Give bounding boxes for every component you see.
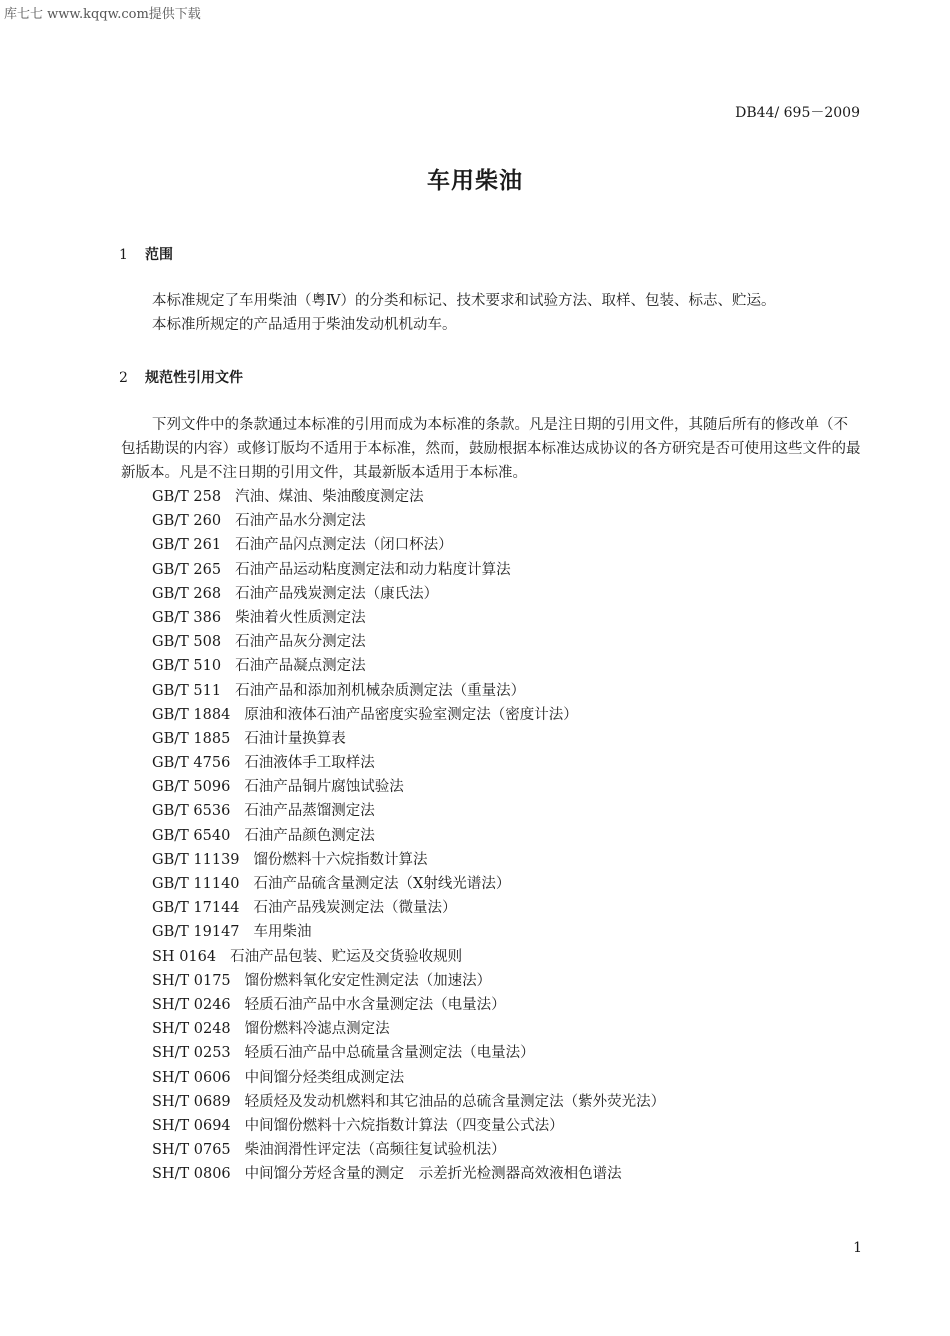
reference-item <box>152 679 665 703</box>
reference-title: 石油产品运动粘度测定法和动力粘度计算法 <box>235 561 511 578</box>
reference-code: SH 0164 <box>152 948 217 965</box>
reference-item <box>152 1041 665 1065</box>
reference-item <box>152 630 665 654</box>
reference-code: GB/T 386 <box>152 609 222 626</box>
section-heading-scope <box>119 244 173 264</box>
reference-code: GB/T 261 <box>152 537 222 554</box>
reference-item <box>152 993 665 1017</box>
reference-title: 石油产品灰分测定法 <box>235 634 366 651</box>
reference-title: 石油产品凝点测定法 <box>235 658 366 675</box>
reference-code: GB/T 508 <box>152 634 222 651</box>
reference-code: GB/T 510 <box>152 658 222 675</box>
reference-item <box>152 654 665 678</box>
references-intro <box>121 413 861 485</box>
reference-title: 石油产品闪点测定法（闭口杯法） <box>235 537 453 554</box>
reference-list <box>152 485 665 1186</box>
reference-code: GB/T 511 <box>152 682 222 699</box>
reference-code: SH/T 0765 <box>152 1142 231 1159</box>
standard-code: DB44/ 695－2009 <box>735 105 860 121</box>
reference-code: SH/T 0806 <box>152 1166 231 1183</box>
section-number: 1 <box>119 247 128 263</box>
paragraph: 下列文件中的条款通过本标准的引用而成为本标准的条款。凡是注日期的引用文件，其随后所有的修改单（不包括勘误的内容）或修订版均不适用于本标准，然而，鼓励根据本标准达成协议的各方研究是否可使用这些文件的最新版本。凡是不注日期的引用文件，其最新版本适用于本标准。 <box>121 417 861 481</box>
reference-title: 石油产品铜片腐蚀试验法 <box>244 779 404 796</box>
reference-code: GB/T 265 <box>152 561 222 578</box>
reference-code: GB/T 5096 <box>152 779 231 796</box>
reference-title: 车用柴油 <box>253 924 312 941</box>
reference-title: 中间馏分烃类组成测定法 <box>244 1069 405 1086</box>
reference-item <box>152 1162 665 1186</box>
reference-item <box>152 582 665 606</box>
reference-code: SH/T 0606 <box>152 1069 231 1086</box>
reference-code: GB/T 6540 <box>152 827 231 844</box>
reference-title: 石油产品水分测定法 <box>235 513 366 530</box>
reference-title: 轻质石油产品中水含量测定法（电量法） <box>244 996 506 1013</box>
reference-item <box>152 872 665 896</box>
reference-title: 石油产品和添加剂机械杂质测定法（重量法） <box>235 682 526 699</box>
section-number: 2 <box>119 370 128 386</box>
reference-title: 柴油润滑性评定法（高频往复试验机法） <box>244 1142 506 1159</box>
reference-code: GB/T 258 <box>152 489 222 505</box>
reference-item <box>152 606 665 630</box>
reference-title: 石油液体手工取样法 <box>244 755 375 772</box>
reference-title: 中间馏份燃料十六烷指数计算法（四变量公式法） <box>244 1117 564 1134</box>
reference-title: 石油产品残炭测定法（康氏法） <box>235 585 439 602</box>
reference-title: 馏份燃料冷滤点测定法 <box>244 1021 390 1038</box>
reference-code: GB/T 268 <box>152 585 222 602</box>
reference-item <box>152 509 665 533</box>
reference-title: 石油产品残炭测定法（微量法） <box>253 900 457 917</box>
reference-code: GB/T 4756 <box>152 755 231 772</box>
reference-title: 馏份燃料氧化安定性测定法（加速法） <box>244 972 492 989</box>
reference-code: SH/T 0694 <box>152 1117 231 1134</box>
reference-title: 原油和液体石油产品密度实验室测定法（密度计法） <box>244 706 578 723</box>
reference-code: GB/T 11140 <box>152 876 240 892</box>
reference-code: GB/T 1884 <box>152 706 231 723</box>
reference-item <box>152 775 665 799</box>
download-watermark: 库七七 www.kqqw.com提供下载 <box>4 7 201 22</box>
reference-code: GB/T 6536 <box>152 803 231 820</box>
scope-body <box>121 289 861 337</box>
reference-code: SH/T 0246 <box>152 996 231 1013</box>
reference-title: 汽油、煤油、柴油酸度测定法 <box>235 489 424 505</box>
reference-title: 柴油着火性质测定法 <box>235 609 366 626</box>
reference-title: 中间馏分芳烃含量的测定 示差折光检测器高效液相色谱法 <box>244 1166 622 1183</box>
reference-title: 石油产品颜色测定法 <box>244 827 375 844</box>
reference-item <box>152 1138 665 1162</box>
reference-item <box>152 1090 665 1114</box>
document-title: 车用柴油 <box>427 168 523 194</box>
reference-item <box>152 558 665 582</box>
reference-code: GB/T 19147 <box>152 924 240 941</box>
reference-item <box>152 799 665 823</box>
reference-code: GB/T 11139 <box>152 851 240 868</box>
reference-title: 轻质石油产品中总硫量含量测定法（电量法） <box>244 1045 535 1062</box>
reference-code: SH/T 0689 <box>152 1093 231 1110</box>
paragraph: 本标准所规定的产品适用于柴油发动机机动车。 <box>152 317 457 333</box>
reference-title: 石油产品蒸馏测定法 <box>244 803 375 820</box>
reference-item <box>152 824 665 848</box>
reference-item <box>152 1017 665 1041</box>
reference-item <box>152 969 665 993</box>
reference-title: 石油产品硫含量测定法（X射线光谱法） <box>253 876 511 892</box>
reference-item <box>152 1114 665 1138</box>
section-title: 规范性引用文件 <box>145 370 243 386</box>
reference-item <box>152 896 665 920</box>
reference-item <box>152 703 665 727</box>
reference-item <box>152 533 665 557</box>
reference-code: SH/T 0175 <box>152 972 231 989</box>
section-title: 范围 <box>145 247 173 263</box>
reference-code: SH/T 0248 <box>152 1021 231 1038</box>
reference-title: 轻质烃及发动机燃料和其它油品的总硫含量测定法（紫外荧光法） <box>244 1093 666 1110</box>
reference-item <box>152 945 665 969</box>
reference-title: 馏份燃料十六烷指数计算法 <box>253 851 428 868</box>
reference-item <box>152 920 665 944</box>
reference-item <box>152 727 665 751</box>
reference-title: 石油计量换算表 <box>244 730 346 747</box>
reference-item <box>152 751 665 775</box>
page-number: 1 <box>853 1240 862 1256</box>
reference-item <box>152 1066 665 1090</box>
reference-title: 石油产品包装、贮运及交货验收规则 <box>230 948 463 965</box>
paragraph: 本标准规定了车用柴油（粤Ⅳ）的分类和标记、技术要求和试验方法、取样、包装、标志、贮运。 <box>152 293 776 309</box>
section-heading-references <box>119 367 243 387</box>
reference-code: GB/T 260 <box>152 513 222 530</box>
reference-item <box>152 485 665 509</box>
reference-code: GB/T 17144 <box>152 900 240 917</box>
reference-code: SH/T 0253 <box>152 1045 231 1062</box>
reference-item <box>152 848 665 872</box>
reference-code: GB/T 1885 <box>152 730 231 747</box>
